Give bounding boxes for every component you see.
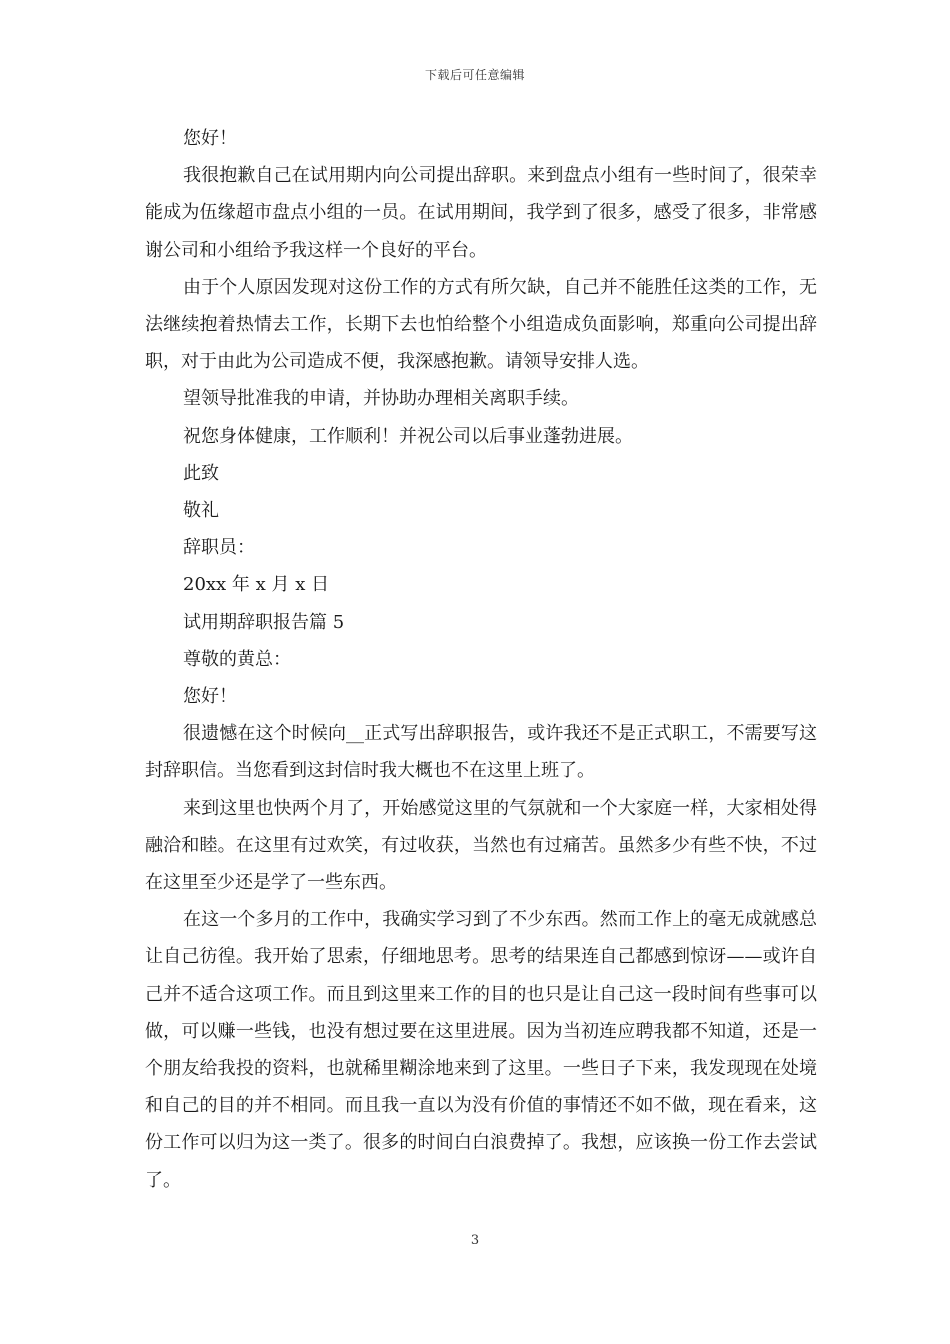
body-paragraph: 望领导批准我的申请，并协助办理相关离职手续。: [183, 388, 579, 410]
section-title: 试用期辞职报告篇 5: [183, 611, 345, 633]
body-paragraph: 来到这里也快两个月了，开始感觉这里的气氛就和一个大家庭一样，大家相处得融洽和睦。在这里有过欢笑，有过收获，当然也有过痛苦。虽然多少有些不快，不过在这里至少还是学了一些东西。: [145, 797, 817, 894]
salutation: 尊敬的黄总：: [183, 648, 291, 670]
body-paragraph: 由于个人原因发现对这份工作的方式有所欠缺，自己并不能胜任这类的工作，无法继续抱着热情去工作，长期下去也怕给整个小组造成负面影响，郑重向公司提出辞职，对于由此为公司造成不便，我深感抱歉。请领导安排人选。: [145, 276, 817, 373]
closing-salute: 敬礼: [183, 500, 219, 522]
closing-line: 此致: [183, 462, 219, 484]
body-paragraph: 我很抱歉自己在试用期内向公司提出辞职。来到盘点小组有一些时间了，很荣幸能成为伍缘超市盘点小组的一员。在试用期间，我学到了很多，感受了很多，非常感谢公司和小组给予我这样一个良好的平台。: [145, 165, 817, 261]
signature-line: 辞职员：: [183, 537, 255, 559]
document-body: [145, 120, 817, 1199]
date-line: 20xx 年 x 月 x 日: [183, 574, 330, 596]
page-number: 3: [470, 1233, 480, 1248]
body-paragraph: 祝您身体健康，工作顺利！并祝公司以后事业蓬勃进展。: [183, 425, 633, 447]
body-paragraph: 在这一个多月的工作中，我确实学习到了不少东西。然而工作上的毫无成就感总让自己彷徨。我开始了思索，仔细地思考。思考的结果连自己都感到惊讶——或许自己并不适合这项工作。而且到这里来工作的目的也只是让自己这一段时间有些事可以做，可以赚一些钱，也没有想过要在这里进展。因为当初连应聘我都不知道，还是一个朋友给我投的资料，也就稀里糊涂地来到了这里。一些日子下来，我发现现在处境和自己的目的并不相同。而且我一直以为没有价值的事情还不如不做，现在看来，这份工作可以归为这一类了。很多的时间白白浪费掉了。我想，应该换一份工作去尝试了。: [145, 909, 817, 1191]
page-header: 下载后可任意编辑: [424, 68, 525, 82]
greeting: 您好！: [183, 128, 237, 149]
greeting: 您好！: [183, 686, 237, 708]
body-paragraph: 很遗憾在这个时候向__正式写出辞职报告，或许我还不是正式职工，不需要写这封辞职信。当您看到这封信时我大概也不在这里上班了。: [145, 723, 817, 782]
